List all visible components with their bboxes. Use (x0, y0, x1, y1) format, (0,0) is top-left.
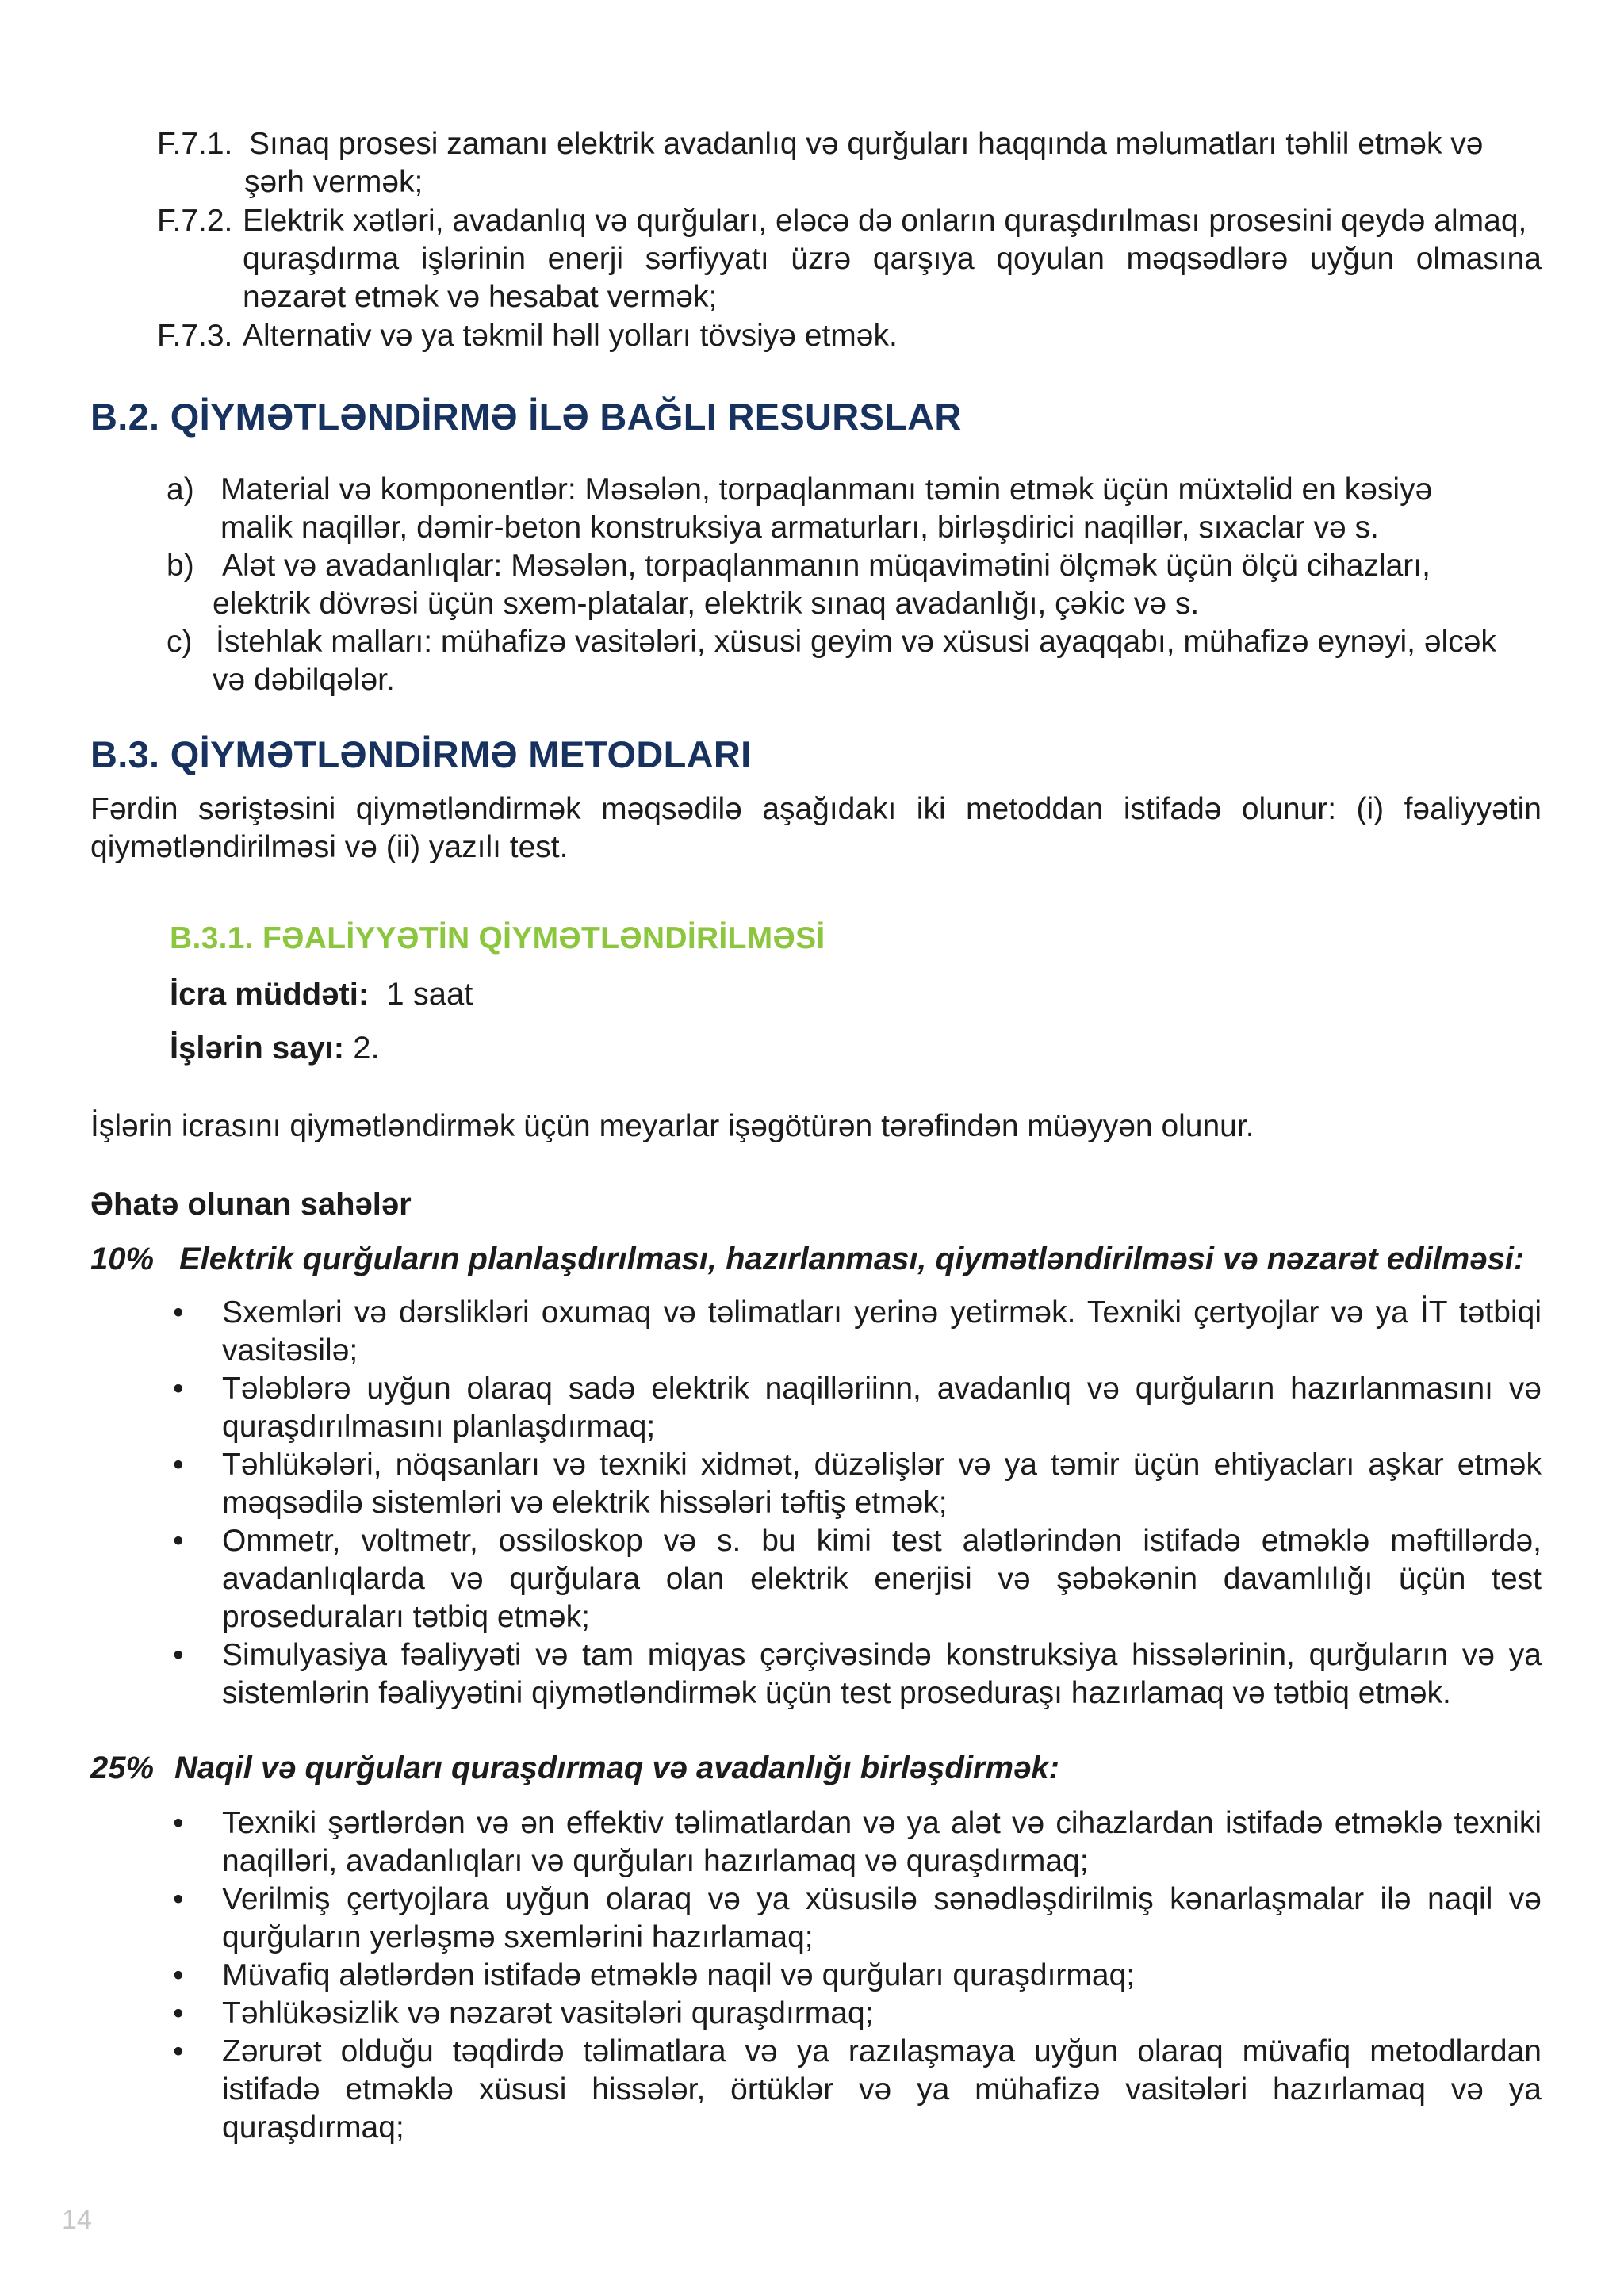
bullet-icon: • (173, 1806, 184, 1840)
list-item-text: Təhlükələri, nöqsanları və texniki xidmət, düzəlişlər və ya təmir üçün ehtiyacları aşkar etmək məqsədilə sistemləri və elektrik hissələri təftiş etmək; (222, 1448, 1542, 1520)
list-item-text: Texniki şərtlərdən və ən effektiv təlimatlardan və ya alət və cihazlardan istifadə etməklə texniki naqilləri, avadanlıqları və qurğuları hazırlamaq və quraşdırmaq; (222, 1806, 1542, 1878)
list-item-text: Müvafiq alətlərdən istifadə etməklə naqil və qurğuları quraşdırmaq; (222, 1958, 1136, 1992)
resource-item-b (167, 547, 1542, 623)
list-item (170, 1804, 1542, 1881)
duration-value: 1 saat (386, 977, 473, 1012)
resource-item-line: Alət və avadanlıqlar: Məsələn, torpaqlanmanın müqavimətini ölçmək üçün ölçü cihazları, (222, 549, 1431, 583)
f7-item-line: quraşdırma işlərinin enerji sərfiyyatı üzrə qarşıya qoyulan məqsədlərə uyğun olmasına (243, 242, 1542, 276)
category-percent: 10% (90, 1242, 155, 1276)
section-b31-heading: B.3.1. FƏALİYYƏTİN QİYMƏTLƏNDİRİLMƏSİ (170, 921, 825, 955)
resource-item-line: İstehlak malları: mühafizə vasitələri, xüsusi geyim və xüsusi ayaqqabı, mühafizə eynəyi, əlcək (216, 625, 1496, 659)
list-item (170, 1294, 1542, 1370)
resource-item-c (167, 623, 1542, 699)
section-b3-heading: B.3. QİYMƏTLƏNDİRMƏ METODLARI (90, 733, 752, 775)
bullet-icon: • (173, 1882, 184, 1916)
list-item (170, 1995, 1542, 2033)
resource-item-label: a) (167, 473, 194, 507)
list-item-text: Zərurət olduğu təqdirdə təlimatlara və ya razılaşmaya uyğun olaraq müvafiq metodlardan istifadə etməklə xüsusi hissələr, örtüklər və ya mühafizə vasitələri hazırlamaq və ya quraşdırmaq; (222, 2034, 1542, 2145)
resource-item-line: elektrik dövrəsi üçün sxem-platalar, elektrik sınaq avadanlığı, çəkic və s. (213, 587, 1200, 621)
areas-heading: Əhatə olunan sahələr (90, 1187, 412, 1222)
f7-item-2 (157, 202, 1542, 316)
list-item-text: Sxemləri və dərslikləri oxumaq və təlimatları yerinə yetirmək. Texniki çertyojlar və ya İT tətbiqi vasitəsilə; (222, 1295, 1542, 1368)
category-2-heading (90, 1749, 1565, 1787)
bullet-icon: • (173, 1958, 184, 1992)
resource-item-line: malik naqillər, dəmir-beton konstruksiya armaturları, birləşdirici naqillər, sıxaclar və s. (220, 511, 1379, 545)
list-item (170, 2033, 1542, 2147)
tasks-label: İşlərin sayı: (170, 1031, 345, 1066)
list-item (170, 1636, 1542, 1712)
resource-item-label: b) (167, 549, 194, 583)
bullet-icon: • (173, 2034, 184, 2068)
duration-row (170, 975, 473, 1013)
bullet-icon: • (173, 1996, 184, 2030)
category-2-bullets (170, 1804, 1542, 2147)
list-item (170, 1881, 1542, 1957)
category-percent: 25% (90, 1751, 155, 1785)
f7-item-line: nəzarət etmək və hesabat vermək; (243, 280, 718, 314)
f7-item-number: F.7.1. (157, 127, 233, 161)
list-item (170, 1957, 1542, 1995)
resource-item-line: Material və komponentlər: Məsələn, torpaqlanmanı təmin etmək üçün müxtəlid en kəsiyə (220, 473, 1433, 507)
criteria-text: İşlərin icrasını qiymətləndirmək üçün meyarlar işəgötürən tərəfindən müəyyən olunur. (90, 1109, 1254, 1143)
category-1-heading (90, 1240, 1565, 1278)
list-item (170, 1446, 1542, 1522)
f7-item-line: şərh vermək; (244, 165, 423, 199)
bullet-icon: • (173, 1448, 184, 1482)
section-b3-intro: Fərdin səriştəsini qiymətləndirmək məqsədilə aşağıdakı iki metoddan istifadə olunur: (i) fəaliyyətin qiymətləndirilməsi və (ii) yazılı test. (90, 792, 1542, 864)
f7-item-number: F.7.2. (157, 204, 233, 238)
bullet-icon: • (173, 1524, 184, 1558)
duration-label: İcra müddəti: (170, 977, 370, 1012)
category-1-bullets (170, 1294, 1542, 1712)
bullet-icon: • (173, 1638, 184, 1672)
resource-item-label: c) (167, 625, 193, 659)
section-b2-heading: B.2. QİYMƏTLƏNDİRMƏ İLƏ BAĞLI RESURSLAR (90, 396, 962, 438)
f7-item-3 (157, 317, 1542, 355)
category-title: Elektrik qurğuların planlaşdırılması, hazırlanması, qiymətləndirilməsi və nəzarət edilməsi: (179, 1242, 1525, 1276)
list-item (170, 1370, 1542, 1446)
page-number: 14 (62, 2205, 92, 2235)
list-item-text: Ommetr, voltmetr, ossiloskop və s. bu kimi test alətlərindən istifadə etməklə məftillərdə, avadanlıqlarda və qurğulara olan elektrik enerjisi və şəbəkənin davamlılığı üçün test prosedurаları tətbiq etmək; (222, 1524, 1542, 1634)
f7-item-number: F.7.3. (157, 319, 233, 353)
f7-item-line: Sınaq prosesi zamanı elektrik avadanlıq və qurğuları haqqında məlumatları təhlil etmək və (249, 127, 1484, 161)
f7-item-line: Elektrik xətləri, avadanlıq və qurğuları, eləcə də onların quraşdırılması prosesini qeydə almaq, (243, 204, 1527, 238)
list-item-text: Təhlükəsizlik və nəzarət vasitələri quraşdırmaq; (222, 1996, 874, 2030)
f7-item-1 (157, 125, 1542, 201)
f7-item-line: Alternativ və ya təkmil həll yolları tövsiyə etmək. (243, 319, 898, 353)
bullet-icon: • (173, 1295, 184, 1330)
list-item-text: Tələblərə uyğun olaraq sadə elektrik naqilləriinn, avadanlıq və qurğuların hazırlanmasını və quraşdırılmasını planlaşdırmaq; (222, 1372, 1542, 1444)
resource-item-line: və dəbilqələr. (213, 663, 395, 697)
list-item-text: Verilmiş çertyojlara uyğun olaraq və ya xüsusilə sənədləşdirilmiş kənarlaşmalar ilə naqil və qurğuların yerləşmə sxemlərini hazırlamaq; (222, 1882, 1542, 1954)
category-title: Naqil və qurğuları quraşdırmaq və avadanlığı birləşdirmək: (174, 1751, 1059, 1785)
tasks-value: 2. (353, 1031, 380, 1066)
resource-item-a (167, 471, 1542, 547)
bullet-icon: • (173, 1372, 184, 1406)
list-item (170, 1522, 1542, 1636)
tasks-row (170, 1029, 380, 1067)
list-item-text: Simulyasiya fəaliyyəti və tam miqyas çərçivəsində konstruksiya hissələrinin, qurğuların və ya sistemlərin fəaliyyətini qiymətləndirmək üçün test proseduraşı hazırlamaq və tətbiq etmək. (222, 1638, 1542, 1710)
